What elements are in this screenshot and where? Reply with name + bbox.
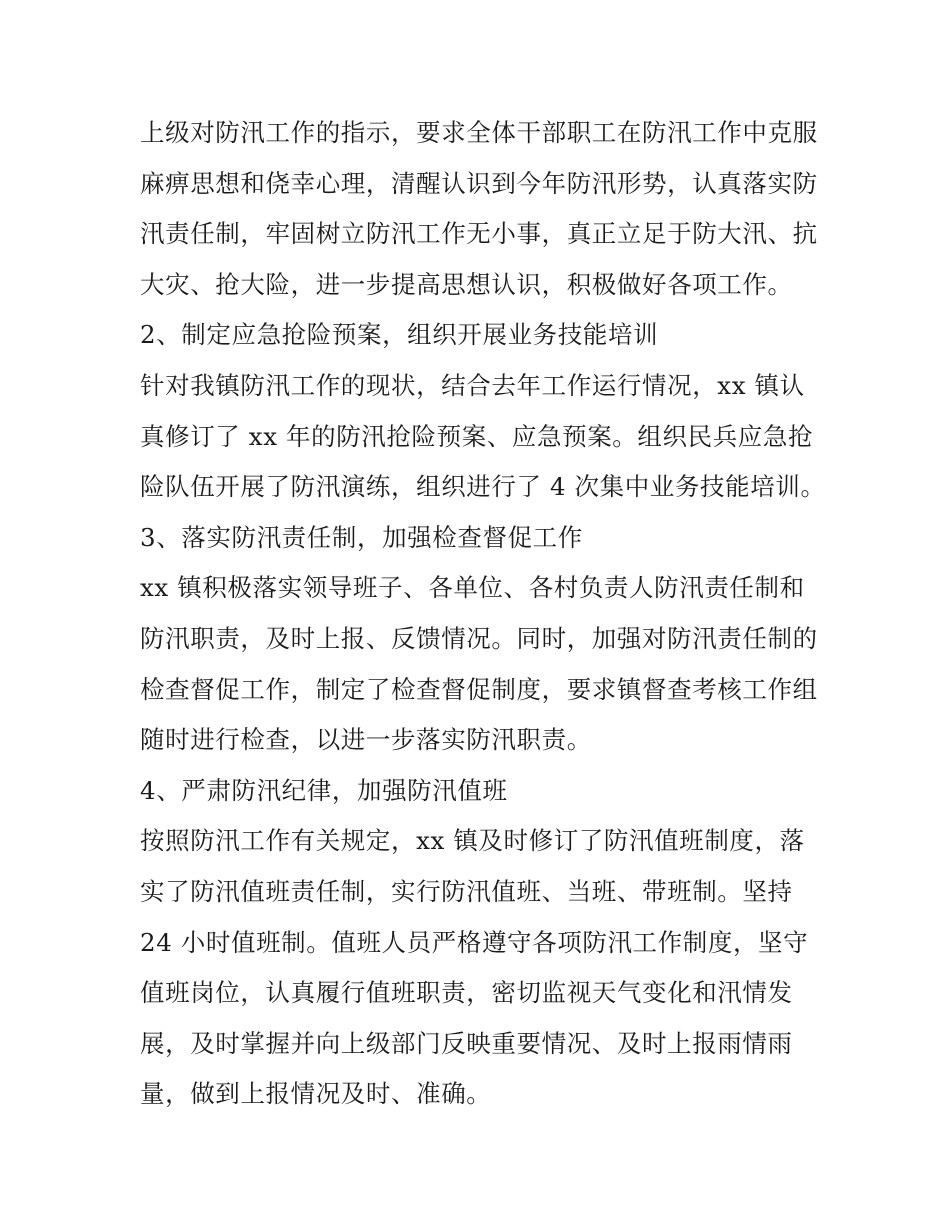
text-line: xx 镇积极落实领导班子、各单位、各村负责人防汛责任制和 — [140, 573, 805, 603]
text-line: 汛责任制，牢固树立防汛工作无小事，真正立足于防大汛、抗 — [140, 219, 818, 249]
text-line: 麻痹思想和侥幸心理，清醒认识到今年防汛形势，认真落实防 — [140, 168, 818, 198]
text-line: 险队伍开展了防汛演练，组织进行了 4 次集中业务技能培训。 — [140, 472, 826, 502]
text-line: 真修订了 xx 年的防汛抢险预案、应急预案。组织民兵应急抢 — [140, 421, 814, 451]
text-line: 防汛职责，及时上报、反馈情况。同时，加强对防汛责任制的 — [140, 623, 818, 653]
section-heading: 4、严肃防汛纪律，加强防汛值班 — [140, 775, 508, 805]
document-body — [140, 108, 826, 1120]
text-line: 展，及时掌握并向上级部门反映重要情况、及时上报雨情雨 — [140, 1028, 793, 1058]
text-line: 上级对防汛工作的指示，要求全体干部职工在防汛工作中克服 — [140, 118, 818, 147]
text-line: 值班岗位，认真履行值班职责，密切监视天气变化和汛情发 — [140, 978, 793, 1008]
text-line: 实了防汛值班责任制，实行防汛值班、当班、带班制。坚持 — [140, 876, 793, 906]
text-line: 大灾、抢大险，进一步提高思想认识，积极做好各项工作。 — [140, 269, 793, 299]
text-line: 按照防汛工作有关规定，xx 镇及时修订了防汛值班制度，落 — [140, 826, 805, 856]
text-line: 随时进行检查，以进一步落实防汛职责。 — [140, 725, 592, 755]
text-line: 量，做到上报情况及时、准确。 — [140, 1079, 492, 1109]
section-heading: 2、制定应急抢险预案，组织开展业务技能培训 — [140, 320, 659, 350]
text-line: 24 小时值班制。值班人员严格遵守各项防汛工作制度，坚守 — [140, 927, 809, 957]
text-line: 针对我镇防汛工作的现状，结合去年工作运行情况，xx 镇认 — [140, 370, 805, 400]
section-heading: 3、落实防汛责任制，加强检查督促工作 — [140, 522, 583, 552]
text-line: 检查督促工作，制定了检查督促制度，要求镇督查考核工作组 — [140, 674, 818, 704]
